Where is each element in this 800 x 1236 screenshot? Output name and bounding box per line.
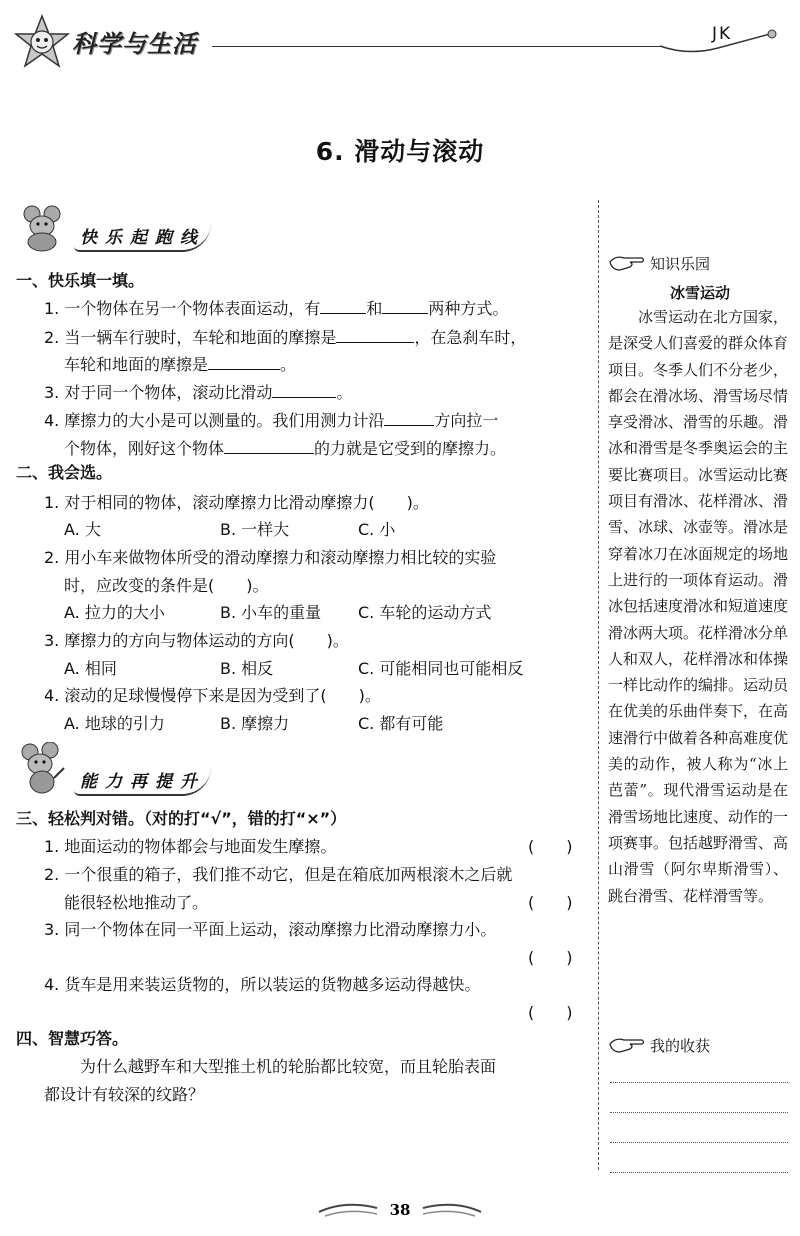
page-number: 38: [389, 1201, 411, 1219]
question-1-4: 4. 摩擦力的大小是可以测量的。我们用测力计沿 方向拉一: [44, 411, 499, 430]
article-body: 冰雪运动在北方国家，是深受人们喜爱的群众体育项目。冬季人们不分老少，都会在滑冰场、滑雪场尽情享受滑冰、滑雪的乐趣。滑冰和滑雪是冬季奥运会的主要比赛项目。冰雪运动比赛项目有滑冰、花样滑冰、滑雪、冰球、冰壶等。滑冰是穿着冰刀在冰面规定的场地上进行的一项体育运动。滑冰包括速度滑冰和短道速度滑冰两大项。花样滑冰分单人和双人，花样滑冰和体操一样比动作的编排。运动员在优美的乐曲伴奏下，在高速滑行中做着各种高难度优美的动作，被人称为“冰上芭蕾”。现代滑雪运动是在滑雪场地比速度、动作的一项赛事。包括越野滑雪、高山滑雪（阿尔卑斯滑雪）、跳台滑雪、花样滑雪等。: [608, 308, 789, 905]
answer-blank[interactable]: [382, 299, 428, 314]
part4-heading: 四、智慧巧答。: [16, 1029, 129, 1048]
page-number-ornament: [315, 1196, 485, 1222]
answer-blank[interactable]: [272, 383, 336, 398]
harvest-writing-line[interactable]: [610, 1172, 788, 1173]
question-2-4: 4. 滚动的足球慢慢停下来是因为受到了( )。: [44, 686, 381, 705]
option-c[interactable]: C. 可能相同也可能相反: [358, 659, 524, 678]
pointing-hand-icon: [608, 252, 646, 274]
harvest-writing-line[interactable]: [610, 1142, 788, 1143]
judge-1: 1. 地面运动的物体都会与地面发生摩擦。: [44, 837, 337, 856]
section-banner-start: [18, 204, 211, 252]
question-2-2: 2. 用小车来做物体所受的滑动摩擦力和滚动摩擦力相比较的实验: [44, 548, 497, 567]
banner-label: 能力再提升: [74, 767, 211, 796]
option-b[interactable]: B. 小车的重量: [220, 603, 322, 622]
answer-blank[interactable]: [224, 439, 314, 454]
question-2-3: 3. 摩擦力的方向与物体运动的方向( )。: [44, 631, 349, 650]
star-mascot-logo: [14, 14, 70, 70]
option-a[interactable]: A. 地球的引力: [64, 714, 165, 733]
answer-blank[interactable]: [320, 299, 366, 314]
answer-parens[interactable]: ( ): [528, 948, 573, 967]
option-a[interactable]: A. 大: [64, 520, 101, 539]
question-1-4-cont: 个物体，刚好这个物体 的力就是它受到的摩擦力。: [64, 439, 507, 458]
part1-heading: 一、快乐填一填。: [16, 271, 145, 290]
answer-parens[interactable]: ( ): [528, 893, 573, 912]
knowledge-heading: [608, 252, 710, 274]
option-b[interactable]: B. 一样大: [220, 520, 290, 539]
question-2-2-cont: 时，应改变的条件是( )。: [64, 576, 269, 595]
lesson-title: 6. 滑动与滚动: [315, 137, 485, 166]
series-brand: 科学与生活: [72, 30, 197, 58]
option-b[interactable]: B. 摩擦力: [220, 714, 290, 733]
mouse-mascot-icon: [18, 742, 68, 796]
option-a[interactable]: A. 相同: [64, 659, 117, 678]
answer-blank[interactable]: [208, 355, 280, 370]
question-1-3: 3. 对于同一个物体，滚动比滑动 。: [44, 383, 353, 402]
page-footer: [0, 1196, 800, 1222]
knowledge-label: 知识乐园: [650, 254, 711, 273]
edition-code: JK: [712, 24, 733, 44]
option-c[interactable]: C. 车轮的运动方式: [358, 603, 492, 622]
question-1-1: 1. 一个物体在另一个物体表面运动，有 和 两种方式。: [44, 299, 509, 318]
harvest-label: 我的收获: [650, 1036, 711, 1055]
section-banner-advance: [18, 742, 211, 796]
header-rule: [212, 46, 660, 47]
judge-2: 2. 一个很重的箱子，我们推不动它，但是在箱底加两根滚木之后就: [44, 865, 513, 884]
part2-heading: 二、我会选。: [16, 463, 113, 482]
judge-3: 3. 同一个物体在同一平面上运动，滚动摩擦力比滑动摩擦力小。: [44, 920, 497, 939]
article-title: 冰雪运动: [669, 284, 730, 302]
open-question: 为什么越野车和大型推土机的轮胎都比较宽，而且轮胎表面: [80, 1057, 497, 1076]
banner-label: 快乐起跑线: [74, 223, 211, 252]
option-a[interactable]: A. 拉力的大小: [64, 603, 165, 622]
harvest-writing-line[interactable]: [610, 1082, 788, 1083]
answer-parens[interactable]: ( ): [528, 1003, 573, 1022]
judge-2-cont: 能很轻松地推动了。: [64, 893, 209, 912]
harvest-writing-line[interactable]: [610, 1112, 788, 1113]
part3-heading: 三、轻松判对错。（对的打“√”，错的打“×”）: [16, 809, 347, 828]
answer-blank[interactable]: [336, 328, 414, 343]
mouse-mascot-icon: [18, 204, 68, 252]
pointing-hand-icon: [608, 1034, 646, 1056]
judge-4: 4. 货车是用来装运货物的，所以装运的货物越多运动得越快。: [44, 975, 481, 994]
question-1-2-cont: 车轮和地面的摩擦是 。: [64, 355, 297, 374]
sidebar-divider: [598, 200, 599, 1170]
open-question-cont: 都设计有较深的纹路？: [44, 1085, 205, 1104]
question-1-2: 2. 当一辆车行驶时，车轮和地面的摩擦是 ，在急刹车时，: [44, 328, 527, 347]
answer-parens[interactable]: ( ): [528, 837, 573, 856]
question-2-1: 1. 对于相同的物体，滚动摩擦力比滑动摩擦力( )。: [44, 493, 429, 512]
option-b[interactable]: B. 相反: [220, 659, 274, 678]
option-c[interactable]: C. 都有可能: [358, 714, 444, 733]
option-c[interactable]: C. 小: [358, 520, 396, 539]
answer-blank[interactable]: [384, 411, 434, 426]
harvest-heading: [608, 1034, 710, 1056]
